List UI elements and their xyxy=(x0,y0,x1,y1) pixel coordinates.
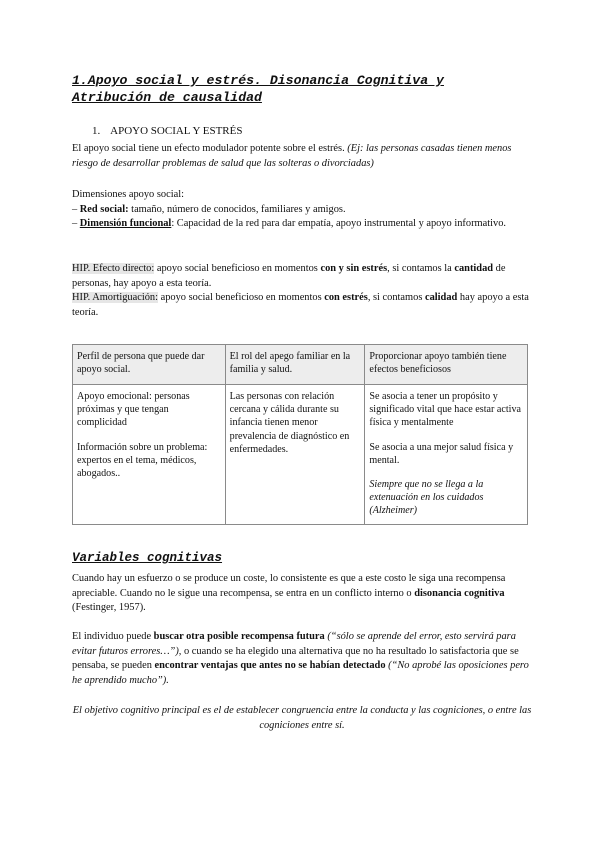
table-cell xyxy=(365,385,528,525)
intro-example: (Ej: las personas casadas tienen menos riesgo de desarrollar problemas de salud que las solteras o divorciadas) xyxy=(72,143,512,169)
section-1-heading xyxy=(92,125,242,137)
paragraph-bold: encontrar ventajas que antes no se habían detectado xyxy=(154,660,386,672)
title-line-1: 1.Apoyo social y estrés. Disonancia Cognitiva y xyxy=(72,73,444,88)
paragraph-text: Cuando hay un esfuerzo o se produce un coste, lo consistente es que a este costo le siga una recompensa apreciable. Cuando no le sigue una recompensa, se entra en un conflicto interno o xyxy=(72,573,506,599)
cell-paragraph: Se asocia a una mejor salud física y mental. xyxy=(369,441,514,466)
dimension-item-red-social xyxy=(72,203,532,218)
hypothesis-text: , si contamos xyxy=(367,292,425,304)
document-title xyxy=(72,72,532,106)
dimension-text: : Capacidad de la red para dar empatía, apoyo instrumental y apoyo informativo. xyxy=(171,218,507,230)
table-header: Perfil de persona que puede dar apoyo social. xyxy=(73,345,226,385)
cell-paragraph: Información sobre un problema: expertos en el tema, médicos, abogados.. xyxy=(77,441,208,480)
hypothesis-text: , si contamos la xyxy=(387,263,455,274)
paragraph-text: (Festinger, 1957). xyxy=(72,602,146,614)
dimension-text: tamaño, número de conocidos, familiares y amigos. xyxy=(128,203,346,215)
hypothesis-bold: cantidad xyxy=(454,263,494,274)
hypothesis-bold: con estrés xyxy=(324,292,368,304)
hypothesis-amortiguacion xyxy=(72,291,532,320)
dimension-item-funcional xyxy=(72,217,532,232)
section-1-title: APOYO SOCIAL Y ESTRÉS xyxy=(110,125,243,137)
cognitive-paragraph-1 xyxy=(72,572,532,616)
paragraph-bold: buscar otra posible recompensa futura xyxy=(153,631,325,642)
hypothesis-text: apoyo social beneficioso en momentos xyxy=(154,263,321,274)
hypothesis-direct xyxy=(72,262,532,291)
hypothesis-text: de personas, hay apoyo a esta teoría. xyxy=(72,263,506,289)
cognitive-conclusion: El objetivo cognitivo principal es el de establecer congruencia entre la conducta y las cogniciones, o entre las cogniciones entre sí. xyxy=(72,705,532,731)
paragraph-bold: disonancia cognitiva xyxy=(414,587,505,599)
table-header: El rol del apego familiar en la familia y salud. xyxy=(225,345,365,385)
table-header-row xyxy=(73,345,528,385)
dimensions-block xyxy=(72,188,532,232)
table-row xyxy=(73,385,528,525)
intro-text: El apoyo social tiene un efecto modulador potente sobre el estrés. xyxy=(72,143,348,154)
hypothesis-label: HIP. Amortiguación: xyxy=(72,292,159,304)
dimension-dash: – xyxy=(72,203,80,215)
paragraph-italic: (“sólo se aprende del error, esto servirá para evitar futuros errores…”), xyxy=(72,631,516,657)
hypothesis-text: hay apoyo a esta teoría. xyxy=(72,292,529,318)
cell-paragraph-italic: Siempre que no se llega a la extenuación en los cuidados (Alzheimer) xyxy=(369,479,484,517)
intro-paragraph xyxy=(72,142,532,171)
dimension-dash: – xyxy=(72,218,80,230)
paragraph-text: o cuando se ha elegido una alternativa que no ha resultado lo satisfactoria que se pensaba, se pueden xyxy=(72,645,519,672)
hypotheses-block xyxy=(72,262,532,320)
hypothesis-label: HIP. Efecto directo: xyxy=(72,263,155,274)
section-1-number: 1. xyxy=(92,125,101,137)
dimension-term: Red social: xyxy=(79,203,129,215)
hypothesis-bold: calidad xyxy=(424,292,458,304)
support-table xyxy=(72,344,528,525)
dimensions-heading: Dimensiones apoyo social: xyxy=(72,189,184,200)
section-2-heading: Variables cognitivas xyxy=(72,551,223,565)
table-cell xyxy=(225,385,365,525)
dimension-term: Dimensión funcional xyxy=(79,218,172,230)
hypothesis-bold: con y sin estrés xyxy=(320,263,388,274)
cell-paragraph: Las personas con relación cercana y cálida durante su infancia tienen menor prevalencia de diagnóstico en enfermedades. xyxy=(229,391,350,455)
table-cell xyxy=(73,385,226,525)
paragraph-text: El individuo puede xyxy=(72,631,154,642)
cognitive-paragraph-2 xyxy=(72,630,532,688)
cell-paragraph: Se asocia a tener un propósito y significado vital que hace estar activa física y mentalmente xyxy=(369,391,521,429)
title-line-2: Atribución de causalidad xyxy=(72,90,262,105)
cell-paragraph: Apoyo emocional: personas próximas y que tengan complicidad xyxy=(77,391,190,429)
paragraph-italic: (“No aprobé las oposiciones pero he aprendido mucho”). xyxy=(72,660,529,686)
table-header: Proporcionar apoyo también tiene efectos beneficiosos xyxy=(365,345,528,385)
hypothesis-text: apoyo social beneficioso en momentos xyxy=(158,292,325,304)
